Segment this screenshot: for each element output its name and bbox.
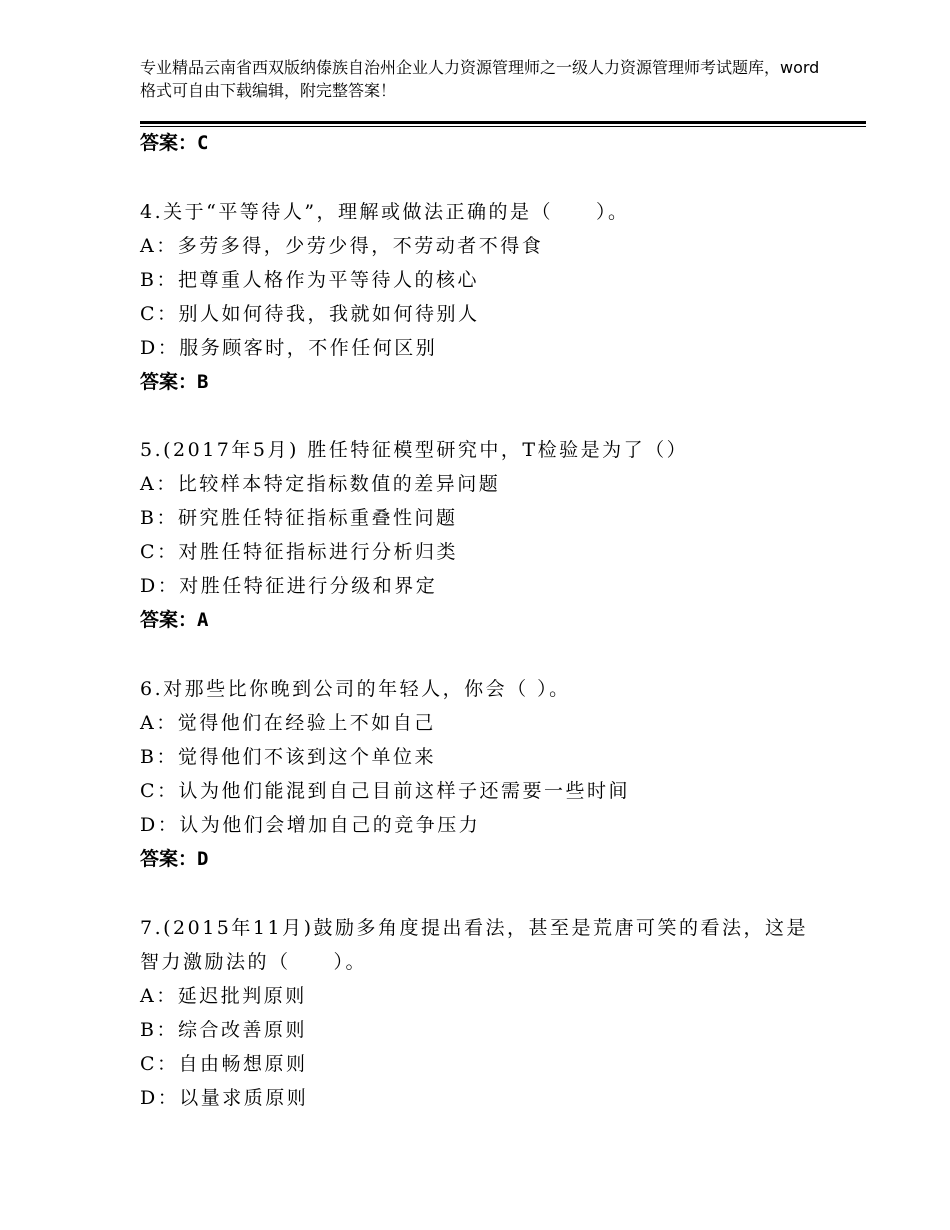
- question-6-option-d: D：认为他们会增加自己的竞争压力: [140, 814, 481, 836]
- question-6-option-a: A：觉得他们在经验上不如自己: [140, 712, 436, 734]
- answer-value: B: [197, 371, 209, 393]
- question-6-answer: [140, 847, 208, 871]
- answer-value: D: [197, 848, 209, 870]
- question-7-option-a: A：延迟批判原则: [140, 985, 307, 1007]
- question-5-option-a: A：比较样本特定指标数值的差异问题: [140, 473, 501, 495]
- question-4-option-b: B：把尊重人格作为平等待人的核心: [140, 269, 479, 291]
- answer-value: A: [197, 609, 209, 631]
- question-4-answer: [140, 370, 208, 394]
- question-6-stem: 6.对那些比你晚到公司的年轻人，你会（ ）。: [140, 678, 571, 700]
- question-7-option-d: D：以量求质原则: [140, 1087, 309, 1109]
- question-7-stem: 7.(2015年11月)鼓励多角度提出看法，甚至是荒唐可笑的看法，这是智力激励法的（ ）。: [140, 917, 808, 973]
- question-5-stem: 5.(2017年5月) 胜任特征模型研究中，T检验是为了（）: [140, 439, 689, 461]
- answer-value: C: [197, 132, 209, 154]
- question-7-option-b: B：综合改善原则: [140, 1019, 307, 1041]
- question-6-option-c: C：认为他们能混到自己目前这样子还需要一些时间: [140, 780, 631, 802]
- answer-label: 答案：: [140, 132, 198, 154]
- question-4-option-d: D：服务顾客时，不作任何区别: [140, 337, 438, 359]
- answer-label: 答案：: [140, 609, 198, 631]
- answer-label: 答案：: [140, 371, 198, 393]
- question-4-stem: 4.关于“平等待人”，理解或做法正确的是（ ）。: [140, 201, 630, 223]
- answer-label: 答案：: [140, 848, 198, 870]
- page-header: 专业精品云南省西双版纳傣族自治州企业人力资源管理师之一级人力资源管理师考试题库，word格式可自由下载编辑，附完整答案！: [140, 58, 820, 100]
- question-5-answer: [140, 608, 208, 632]
- question-4-option-a: A：多劳多得，少劳少得，不劳动者不得食: [140, 235, 544, 257]
- question-5-option-b: B：研究胜任特征指标重叠性问题: [140, 507, 458, 529]
- header-rule-thick: [140, 121, 866, 124]
- question-5-option-c: C：对胜任特征指标进行分析归类: [140, 541, 459, 563]
- question-5-option-d: D：对胜任特征进行分级和界定: [140, 575, 438, 597]
- question-4-option-c: C：别人如何待我，我就如何待别人: [140, 303, 480, 325]
- question-6-option-b: B：觉得他们不该到这个单位来: [140, 746, 436, 768]
- answer-prev: [140, 131, 208, 155]
- header-rule-thin: [140, 126, 866, 127]
- question-7-option-c: C：自由畅想原则: [140, 1053, 308, 1075]
